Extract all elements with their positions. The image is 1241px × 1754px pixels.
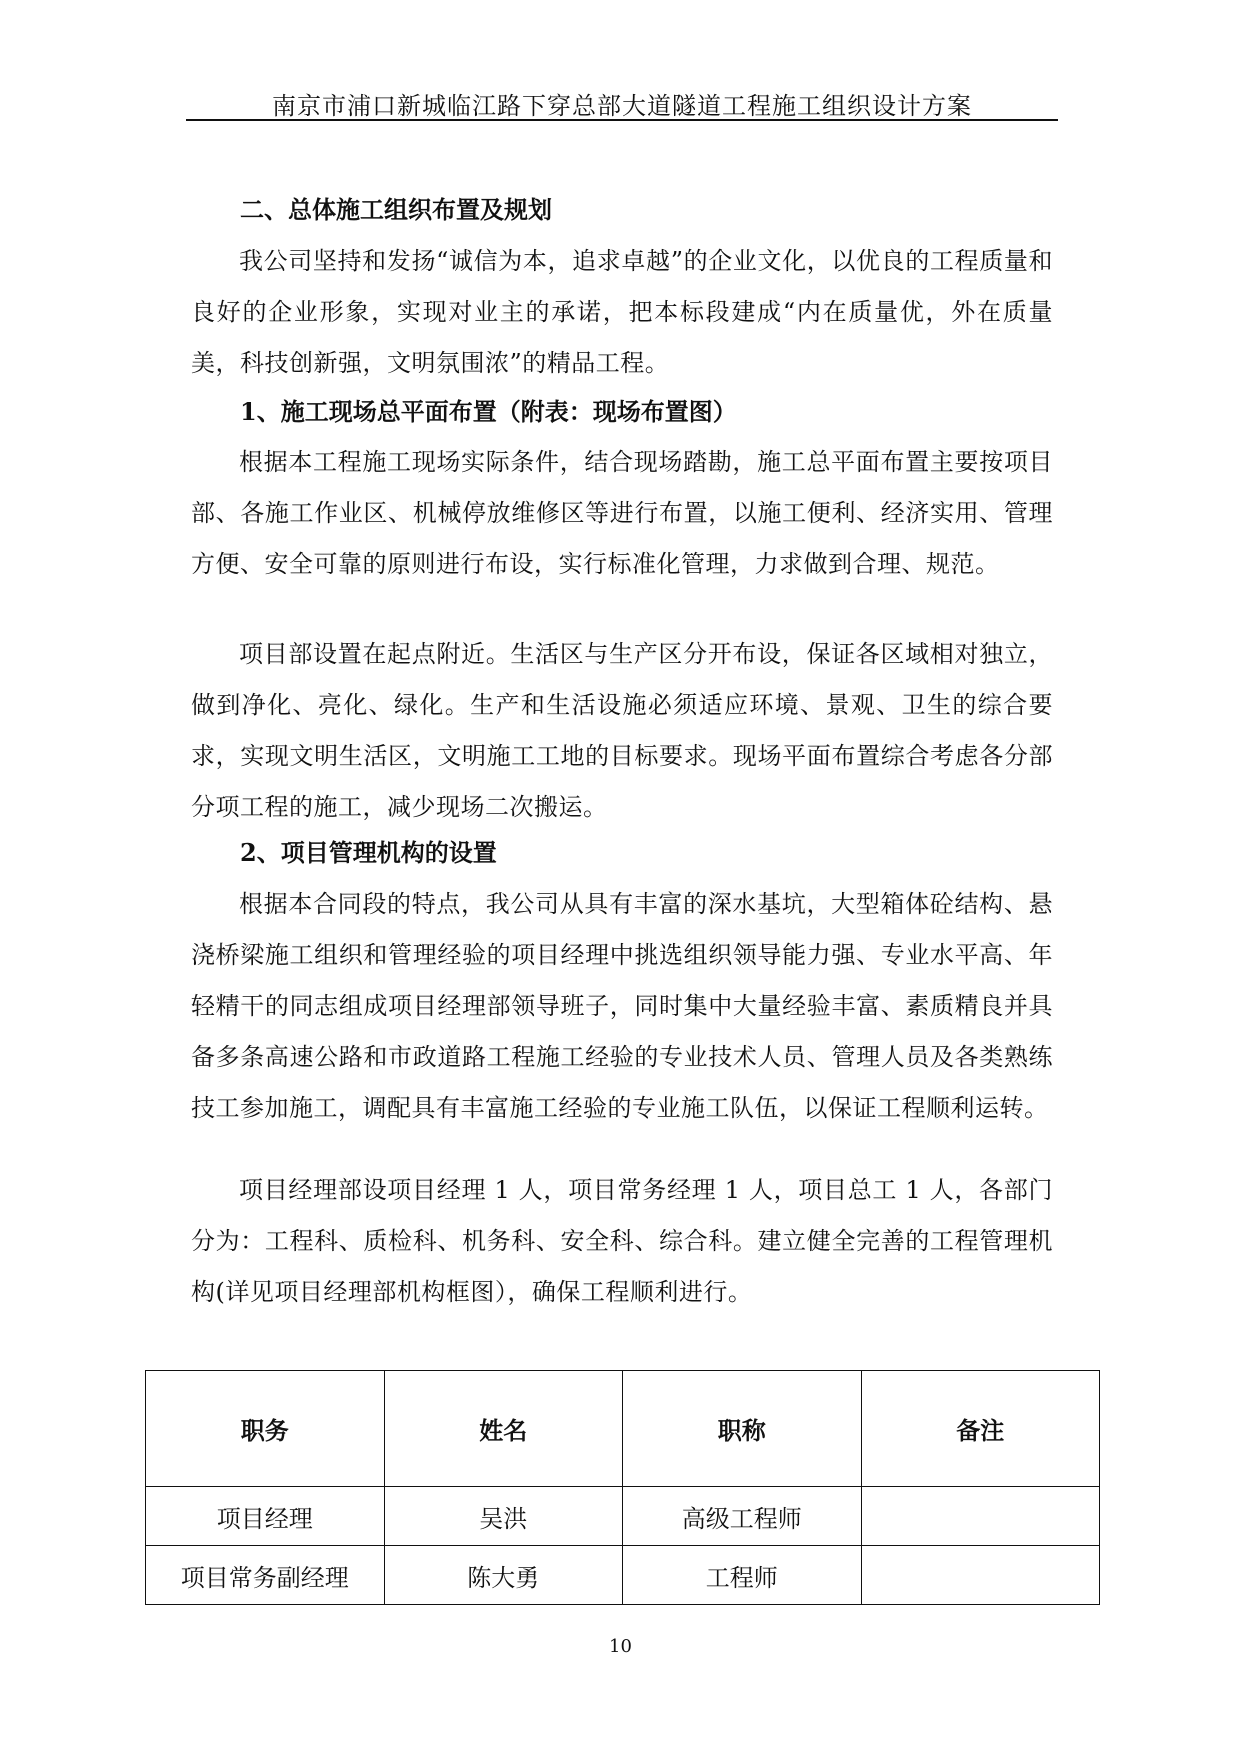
header-cell-position: 职务 xyxy=(146,1371,385,1487)
table-row xyxy=(146,1487,1100,1546)
table-row xyxy=(146,1546,1100,1605)
subheading-management: 2、项目管理机构的设置 xyxy=(240,838,497,867)
paragraph-management-team: 根据本合同段的特点，我公司从具有丰富的深水基坑，大型箱体砼结构、悬浇桥梁施工组织和管理经验的项目经理中挑选组织领导能力强、专业水平高、年轻精干的同志组成项目经理部领导班子，同时集中大量经验丰富、素质精良并具备多条高速公路和市政道路工程施工经验的专业技术人员、管理人员及各类熟练技工参加施工，调配具有丰富施工经验的专业施工队伍，以保证工程顺利运转。 xyxy=(191,890,1053,1122)
subheading-site-layout: 1、施工现场总平面布置（附表：现场布置图） xyxy=(240,397,737,426)
paragraph-site-layout: 根据本工程施工现场实际条件，结合现场踏勘，施工总平面布置主要按项目部、各施工作业区、机械停放维修区等进行布置，以施工便利、经济实用、管理方便、安全可靠的原则进行布设，实行标准化管理，力求做到合理、规范。 xyxy=(191,448,1053,578)
running-header: 南京市浦口新城临江路下穿总部大道隧道工程施工组织设计方案 xyxy=(272,92,972,120)
header-cell-name: 姓名 xyxy=(384,1371,623,1487)
page-number: 10 xyxy=(609,1636,632,1657)
staff-table xyxy=(145,1370,1100,1605)
cell-position: 项目经理 xyxy=(146,1487,385,1546)
cell-remarks xyxy=(861,1546,1100,1605)
cell-title: 高级工程师 xyxy=(623,1487,862,1546)
paragraph-project-office: 项目部设置在起点附近。生活区与生产区分开布设，保证各区域相对独立，做到净化、亮化、绿化。生产和生活设施必须适应环境、景观、卫生的综合要求，实现文明生活区，文明施工工地的目标要求。现场平面布置综合考虑各分部分项工程的施工，减少现场二次搬运。 xyxy=(191,640,1053,821)
cell-name: 陈大勇 xyxy=(384,1546,623,1605)
cell-name: 吴洪 xyxy=(384,1487,623,1546)
table-header-row xyxy=(146,1371,1100,1487)
cell-position: 项目常务副经理 xyxy=(146,1546,385,1605)
section-heading: 二、总体施工组织布置及规划 xyxy=(240,195,552,224)
paragraph-culture: 我公司坚持和发扬“诚信为本，追求卓越”的企业文化，以优良的工程质量和良好的企业形象，实现对业主的承诺，把本标段建成“内在质量优，外在质量美，科技创新强，文明氛围浓”的精品工程。 xyxy=(191,247,1053,377)
header-cell-title: 职称 xyxy=(623,1371,862,1487)
paragraph-departments: 项目经理部设项目经理 1 人，项目常务经理 1 人，项目总工 1 人，各部门分为：工程科、质检科、机务科、安全科、综合科。建立健全完善的工程管理机构(详见项目经理部机构框图），确保工程顺利进行。 xyxy=(191,1176,1053,1306)
header-rule xyxy=(186,119,1058,121)
cell-remarks xyxy=(861,1487,1100,1546)
cell-title: 工程师 xyxy=(623,1546,862,1605)
header-cell-remarks: 备注 xyxy=(861,1371,1100,1487)
